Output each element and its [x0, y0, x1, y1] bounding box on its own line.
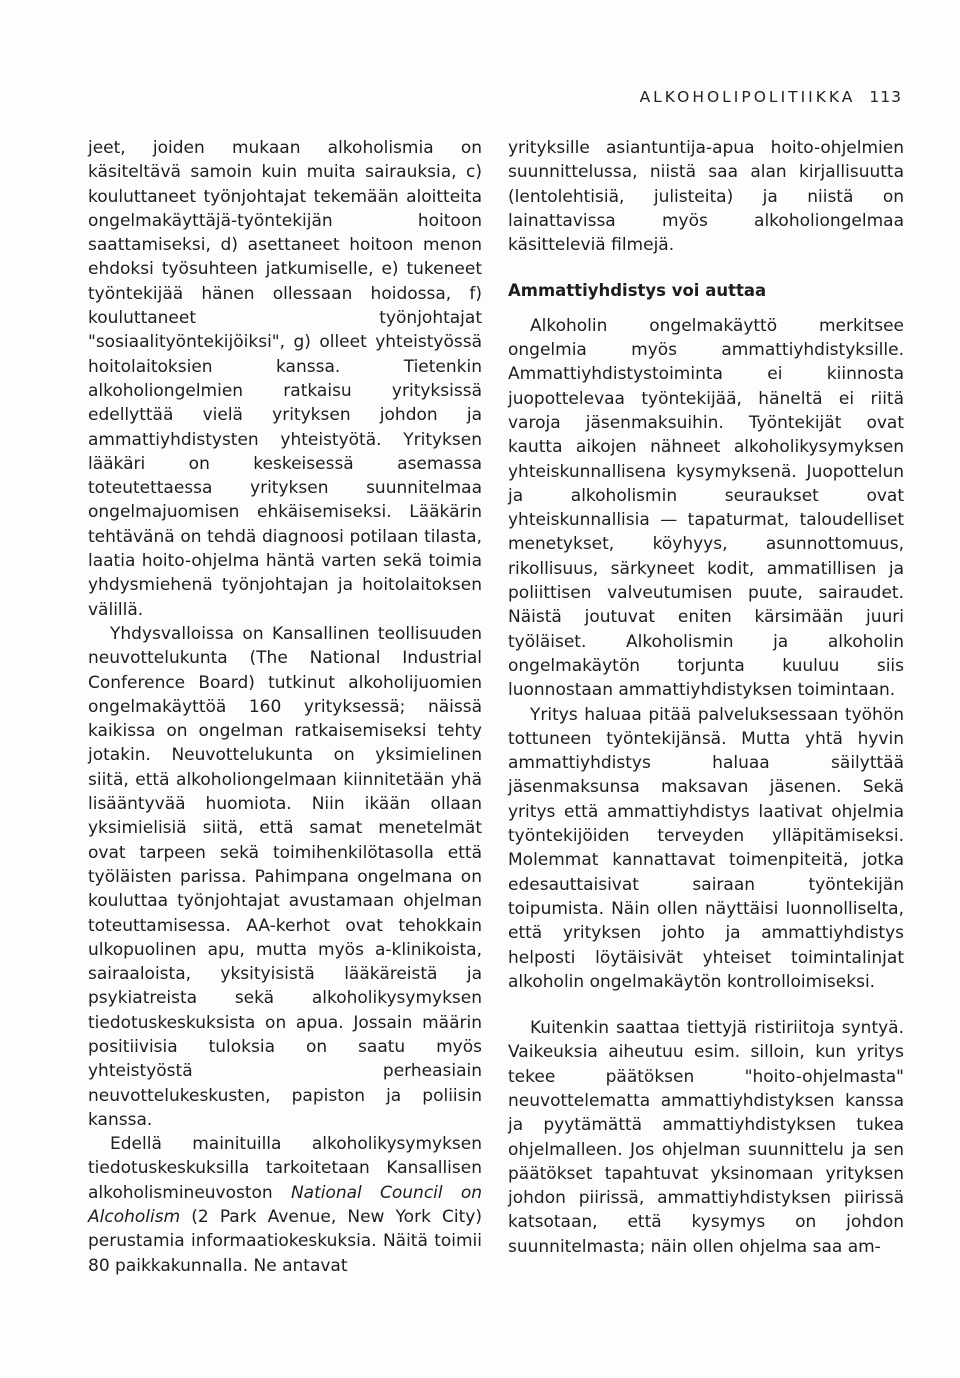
left-column: [88, 136, 482, 1278]
right-paragraph-2: Alkoholin ongelmakäyttö merkitsee ongelmia myös ammattiyhdistyksille. Ammattiyhdistystoiminta ei kiinnosta juopottelevaa työntekijää, häneltä ei riitä varoja jäsenmaksuihin. Työntekijät ovat kautta aikojen nähneet alkoholikysymyksen yhteiskunnallisena kysymyksenä. Juopottelun ja alkoholismin seuraukset ovat yhteiskunnallisia — tapaturmat, taloudelliset menetykset, köyhyys, asunnottomuus, rikollisuus, särkyneet kodit, ammatillisen ja poliittisen valveutumisen puute, sairaudet. Näistä joutuvat eniten kärsimään juuri työläiset. Alkoholismin ja alkoholin ongelmakäytön torjunta kuuluu siis luonnostaan ammattiyhdistyksen toimintaan.: [508, 315, 904, 701]
right-paragraph-4: Kuitenkin saattaa tiettyjä ristiriitoja syntyä. Vaikeuksia aiheutuu esim. silloin, kun yritys tekee päätöksen "hoito-ohjelmasta" neuvottelematta ammattiyhdistyksen kanssa ja pyytämättä ammattiyhdistyksen tukea ohjelmalleen. Jos ohjelman suunnittelu ja sen päätökset tapahtuvat yksinomaan yrityksen johdon piirissä, ammattiyhdistyksen piirissä katsotaan, että kysymys on johdon suunnitelmasta; näin ollen ohjelma saa am-: [508, 1018, 904, 1257]
left-paragraph-3-end: (2 Park Avenue, New York City) perustamia informaatiokeskuksia. Näitä toimii 80 paikkakunnalla. Ne antavat: [88, 1207, 482, 1276]
left-paragraph-3: [88, 1132, 482, 1278]
left-paragraph-3-start: Edellä mainituilla alkoholikysymyksen tiedotuskeskuksilla tarkoitetaan Kansallisen alkoholismineuvoston: [88, 1134, 482, 1203]
left-paragraph-2: Yhdysvalloissa on Kansallinen teollisuuden neuvottelukunta (The National Industrial Conference Board) tutkinut alkoholijuomien ongelmakäyttöä 160 yrityksessä; näissä kaikissa on ongelman ratkaisemiseksi tehty jotakin. Neuvottelukunta on yksimielinen siitä, että alkoholiongelmaan kiinnitetään yhä lisääntyvää huomiota. Niin ikään ollaan yksimielisiä siitä, että samat menetelmät ovat tarpeen sekä toimihenkilötasolla että työläisten parissa. Pahimpana ongelmana on kouluttaa työnjohtajat avustamaan ohjelman toteuttamisessa. AA-kerhot ovat tehokkain ulkopuolinen apu, mutta myös a-klinikoista, sairaaloista, yksityisistä lääkäreistä ja psykiatreista sekä alkoholikysymyksen tiedotuskeskuksista on apua. Jossain määrin positiivisia tuloksia on saatu myös yhteistyöstä perheasiain neuvottelukeskusten, papiston ja poliisin kanssa.: [88, 623, 482, 1130]
left-paragraph-1: jeet, joiden mukaan alkoholismia on käsiteltävä samoin kuin muita sairauksia, c) kouluttaneet työnjohtajat tekemään aloitteita ongelmakäyttäjä-työntekijän hoitoon saattamiseksi, d) asettaneet hoitoon menon ehdoksi työsuhteen jatkumiselle, e) tukeneet työntekijää hänen ollessaan hoidossa, f) kouluttaneet työnjohtajat "sosiaalityöntekijöiksi", g) olleet yhteistyössä hoitolaitoksien kanssa. Tietenkin alkoholiongelmien ratkaisu yrityksissä edellyttää vielä yrityksen johdon ja ammattiyhdistysten yhteistyötä. Yrityksen lääkäri on keskeisessä asemassa toteutettaessa yrityksen suunnitelmaa ongelmajuomisen ehkäisemiseksi. Lääkärin tehtävänä on tehdä diagnoosi potilaan tilasta, laatia hoito-ohjelma häntä varten sekä toimia yhdysmiehenä työnjohtajan ja hoitolaitoksen välillä.: [88, 138, 482, 620]
page-number: 113: [869, 88, 902, 106]
right-column: [508, 136, 904, 1259]
section-heading: Ammattiyhdistys voi auttaa: [508, 281, 767, 301]
right-paragraph-1: yrityksille asiantuntija-apua hoito-ohjelmien suunnittelussa, niistä saa alan kirjallisuutta (lentolehtisiä, julisteita) ja niistä on lainattavissa myös alkoholiongelmaa käsitteleviä filmejä.: [508, 138, 904, 256]
organization-name-italic: National Council on Alcoholism: [88, 1182, 482, 1228]
right-paragraph-3: Yritys haluaa pitää palveluksessaan työhön tottuneen työntekijänsä. Mutta yhtä hyvin ammattiyhdistys haluaa säilyttää jäsenmaksunsa maksavan jäsenen. Sekä yritys että ammattiyhdistys laativat ohjelmia työntekijöiden terveyden ylläpitämiseksi. Molemmat kannattavat toimenpiteitä, jotka edesauttaisivat sairaan työntekijän toipumista. Näin ollen näyttäisi luonnolliselta, että yrityksen johto ja ammattiyhdistys helposti löytäisivät yhteiset toimintalinjat alkoholin ongelmakäytön kontrolloimiseksi.: [508, 704, 904, 992]
running-title: ALKOHOLIPOLITIIKKA: [639, 88, 856, 106]
running-header: [640, 88, 902, 106]
